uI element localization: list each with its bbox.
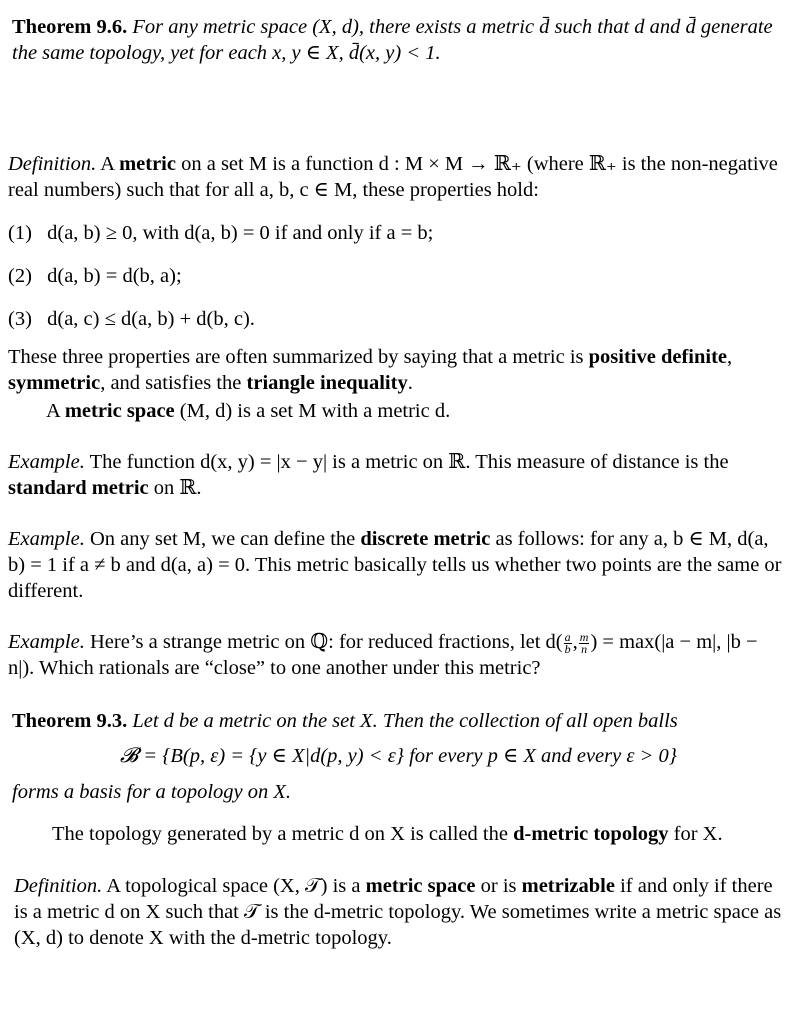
term-positive-definite: positive definite (588, 346, 727, 368)
theorem-text-b: forms a basis for a topology on X. (12, 781, 292, 803)
open-balls-display: 𝓑 = {B(p, ε) = {y ∈ X|d(p, y) < ε} for every p ∈ X and every ε > 0} (120, 745, 677, 767)
fraction-m-over-n (579, 629, 590, 656)
fraction-separator: , (572, 631, 578, 653)
example-text-a: The function d(x, y) = |x − y| is a metric on ℝ. This measure of distance is the (89, 451, 729, 473)
definition-text-b: on a set M is a function d : M × M → ℝ₊ (where ℝ₊ is the non-negative real numbers) such that for all a, b, c ∈ M, these properties hold: (8, 153, 778, 201)
example-standard-metric (8, 449, 788, 501)
definition-label: Definition. (8, 153, 97, 175)
example-text-b: as follows: for any a, b ∈ M, d(a, b) = 1 if a ≠ b and d(a, a) = 0. This metric basically tells us whether two points are the same or different. (8, 528, 782, 602)
topology-text-a: The topology generated by a metric d on X is called the (52, 823, 508, 845)
example-text-b: ) = max(|a − m|, |b − n|). Which rationals are “close” to one another under this metric? (8, 631, 758, 679)
term-discrete-metric: discrete metric (360, 528, 491, 550)
definition-text-a: A (100, 153, 114, 175)
fraction-denominator: b (564, 641, 571, 656)
example-label: Example. (8, 451, 85, 473)
example-discrete-metric (8, 526, 788, 604)
definition-metrizable (14, 873, 788, 951)
term-metric: metric (119, 153, 176, 175)
summary-text-b: , (727, 346, 733, 368)
term-symmetric: symmetric (8, 372, 101, 394)
term-metric-space: metric space (64, 400, 175, 422)
property-text: d(a, c) ≤ d(a, b) + d(b, c). (47, 308, 255, 330)
definition-text-a: A topological space (X, 𝒯) is a (106, 875, 361, 897)
property-text: d(a, b) = d(b, a); (47, 265, 182, 287)
theorem-9-6 (12, 14, 787, 66)
property-item (8, 263, 182, 289)
term-triangle-inequality: triangle inequality (246, 372, 408, 394)
property-number: (1) (8, 222, 32, 244)
theorem-label: Theorem 9.6. (12, 16, 128, 38)
theorem-9-3 (12, 708, 787, 734)
fraction-numerator: a (564, 629, 571, 644)
space-text-b: (M, d) is a set M with a metric d. (179, 400, 451, 422)
metric-topology-sentence (52, 821, 792, 847)
theorem-text-a: Let d be a metric on the set X. Then the collection of all open balls (132, 710, 678, 732)
definition-text-c: if and only if there is a metric d on X such that 𝒯 is the d-metric topology. We sometimes write a metric space as (X, d) to denote X with the d-metric topology. (14, 875, 782, 949)
definition-text-b: or is (480, 875, 517, 897)
fraction-numerator: m (579, 629, 589, 644)
term-standard-metric: standard metric (8, 477, 149, 499)
fraction-a-over-b (564, 629, 572, 656)
summary-text-a: These three properties are often summarized by saying that a metric is (8, 346, 584, 368)
metric-space-sentence (46, 398, 786, 424)
example-label: Example. (8, 631, 85, 653)
property-item (8, 220, 433, 246)
space-text-a: A (46, 400, 60, 422)
term-metrizable: metrizable (521, 875, 615, 897)
example-text-a: On any set M, we can define the (89, 528, 356, 550)
example-text-a: Here’s a strange metric on ℚ: for reduced fractions, let d( (89, 631, 563, 653)
example-rational-metric (8, 629, 788, 681)
property-text: d(a, b) ≥ 0, with d(a, b) = 0 if and only if a = b; (47, 222, 434, 244)
summary-paragraph (8, 344, 788, 396)
topology-text-b: for X. (673, 823, 723, 845)
summary-text-d: . (407, 372, 413, 394)
property-number: (3) (8, 308, 32, 330)
example-text-b: on ℝ. (153, 477, 202, 499)
fraction-denominator: n (581, 641, 588, 656)
property-item (8, 306, 255, 332)
summary-text-c: , and satisfies the (100, 372, 242, 394)
term-d-metric-topology: d-metric topology (513, 823, 669, 845)
term-metric-space: metric space (365, 875, 476, 897)
theorem-text: For any metric space (X, d), there exists a metric d̄ such that d and d̄ generate the same topology, yet for each x, y ∈ X, d̄(x, y) < 1. (12, 16, 773, 64)
definition-label: Definition. (14, 875, 103, 897)
example-label: Example. (8, 528, 85, 550)
theorem-label: Theorem 9.3. (12, 710, 128, 732)
property-number: (2) (8, 265, 32, 287)
definition-metric (8, 151, 788, 203)
